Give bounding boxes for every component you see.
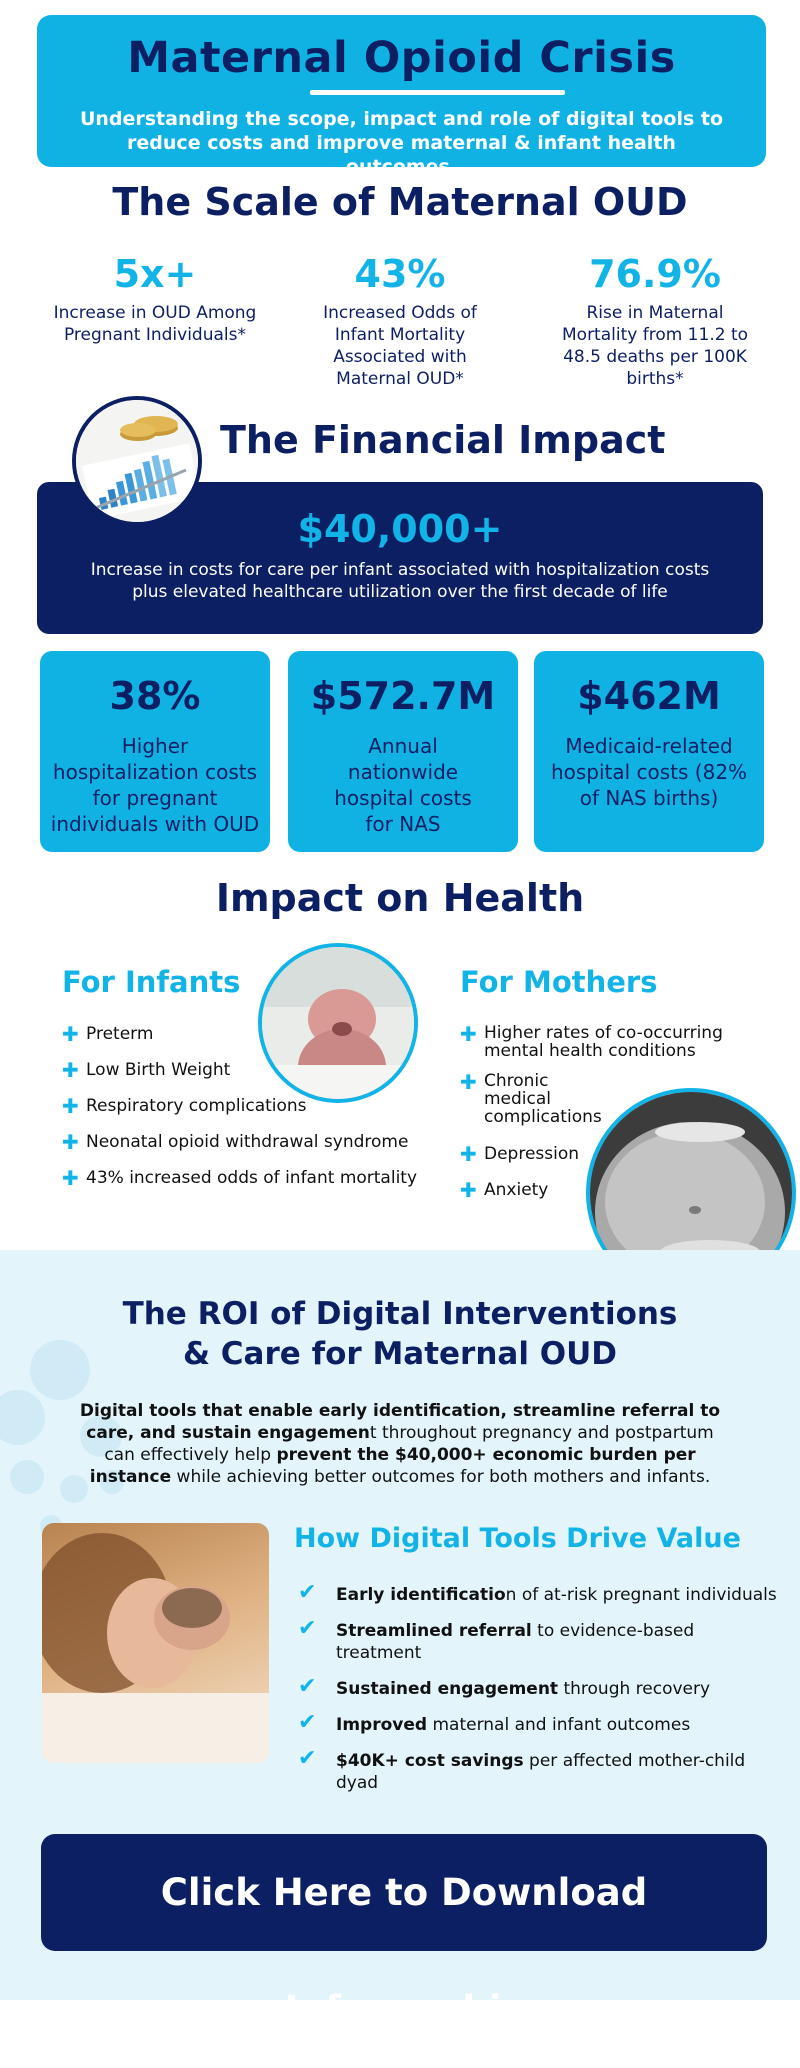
- financial-section-title: The Financial Impact: [220, 418, 666, 462]
- plus-icon: ✚: [62, 1094, 79, 1118]
- card-value: $462M: [577, 674, 721, 718]
- card-description: Higher hospitalization costs for pregnant individuals with OUD: [50, 734, 260, 836]
- page-title: Maternal Opioid Crisis: [127, 33, 676, 83]
- health-section-title: Impact on Health: [215, 876, 585, 920]
- stat-description: Rise in Maternal Mortality from 11.2 to 48.5 deaths per 100K births*: [562, 303, 749, 389]
- checkmark-icon: ✔: [298, 1580, 317, 1605]
- checkmark-icon: ✔: [298, 1746, 317, 1771]
- plus-icon: ✚: [62, 1166, 79, 1190]
- roi-description: Digital tools that enable early identification, streamline referral to care, and sustain engagement throughout pregnancy and postpartum can effectively help prevent the $40,000+ economic burden per instance while achieving better outcomes for both mothers and infants.: [79, 1401, 721, 1487]
- list-item: ✔ Improved maternal and infant outcomes: [298, 1710, 691, 1735]
- list-item: ✚ Anxiety: [460, 1178, 549, 1202]
- financial-chart-coins-icon: [72, 396, 202, 526]
- list-item: ✔ $40K+ cost savings per affected mother-child dyad: [298, 1746, 746, 1793]
- stat-value: 5x+: [113, 252, 197, 296]
- list-item: ✔ Early identification of at-risk pregnant individuals: [298, 1580, 777, 1605]
- financial-headline-description: Increase in costs for care per infant associated with hospitalization costs plus elevated healthcare utilization over the first decade of life: [90, 560, 710, 602]
- stat-value: 76.9%: [589, 252, 721, 296]
- plus-icon: ✚: [62, 1130, 79, 1154]
- checkmark-icon: ✔: [298, 1616, 317, 1641]
- financial-card-medicaid: [534, 651, 764, 852]
- card-description: Annual nationwide hospital costs for NAS: [334, 734, 472, 836]
- header-banner: [37, 15, 766, 178]
- list-item: ✚ Neonatal opioid withdrawal syndrome: [62, 1130, 409, 1154]
- page-subtitle: Understanding the scope, impact and role of digital tools to reduce costs and improve maternal & infant health outcomes.: [79, 108, 724, 178]
- infants-heading: For Infants: [62, 965, 241, 999]
- stat-description: Increase in OUD Among Pregnant Individuals*: [53, 303, 257, 345]
- financial-headline-value: $40,000+: [297, 507, 503, 551]
- list-item: ✚ Depression: [460, 1142, 580, 1166]
- list-item: ✔ Streamlined referral to evidence-based treatment: [298, 1616, 695, 1663]
- scale-section-title: The Scale of Maternal OUD: [112, 180, 688, 224]
- card-value: 38%: [109, 674, 201, 718]
- list-item: ✚ Respiratory complications: [62, 1094, 307, 1118]
- plus-icon: ✚: [62, 1058, 79, 1082]
- drive-value-list: [298, 1580, 778, 1808]
- plus-icon: ✚: [460, 1070, 477, 1094]
- financial-card-hospitalization: [40, 651, 270, 852]
- download-infographic-button[interactable]: [41, 1834, 767, 2031]
- download-button-label: Click Here to Download Infographic: [160, 1871, 648, 2031]
- infants-list: [62, 1024, 422, 1188]
- list-item: ✚ Preterm: [62, 1022, 154, 1046]
- checkmark-icon: ✔: [298, 1710, 317, 1735]
- checkmark-icon: ✔: [298, 1674, 317, 1699]
- stat-description: Increased Odds of Infant Mortality Associated with Maternal OUD*: [323, 303, 477, 389]
- plus-icon: ✚: [460, 1178, 477, 1202]
- plus-icon: ✚: [460, 1142, 477, 1166]
- list-item: ✚ Higher rates of co-occurring mental health conditions: [460, 1022, 723, 1061]
- list-item: ✚ Low Birth Weight: [62, 1058, 231, 1082]
- list-item: ✔ Sustained engagement through recovery: [298, 1674, 711, 1699]
- stat-value: 43%: [354, 252, 446, 296]
- card-value: $572.7M: [310, 674, 496, 718]
- stat-maternal-mortality: [540, 252, 770, 390]
- stat-infant-mortality: [285, 252, 515, 390]
- list-item: ✚ 43% increased odds of infant mortality: [62, 1166, 418, 1190]
- roi-section-title: The ROI of Digital Interventions & Care for Maternal OUD: [122, 1296, 678, 1372]
- title-divider: [310, 90, 565, 95]
- financial-card-nas-costs: [288, 651, 518, 852]
- mothers-heading: For Mothers: [460, 965, 658, 999]
- stat-oud-increase: [40, 252, 270, 346]
- card-description: Medicaid-related hospital costs (82% of NAS births): [550, 734, 748, 810]
- plus-icon: ✚: [62, 1022, 79, 1046]
- list-item: ✚ Chronic medical complications: [460, 1070, 602, 1127]
- mother-baby-photo: [42, 1523, 269, 1763]
- drive-value-heading: How Digital Tools Drive Value: [294, 1523, 741, 1554]
- plus-icon: ✚: [460, 1022, 477, 1046]
